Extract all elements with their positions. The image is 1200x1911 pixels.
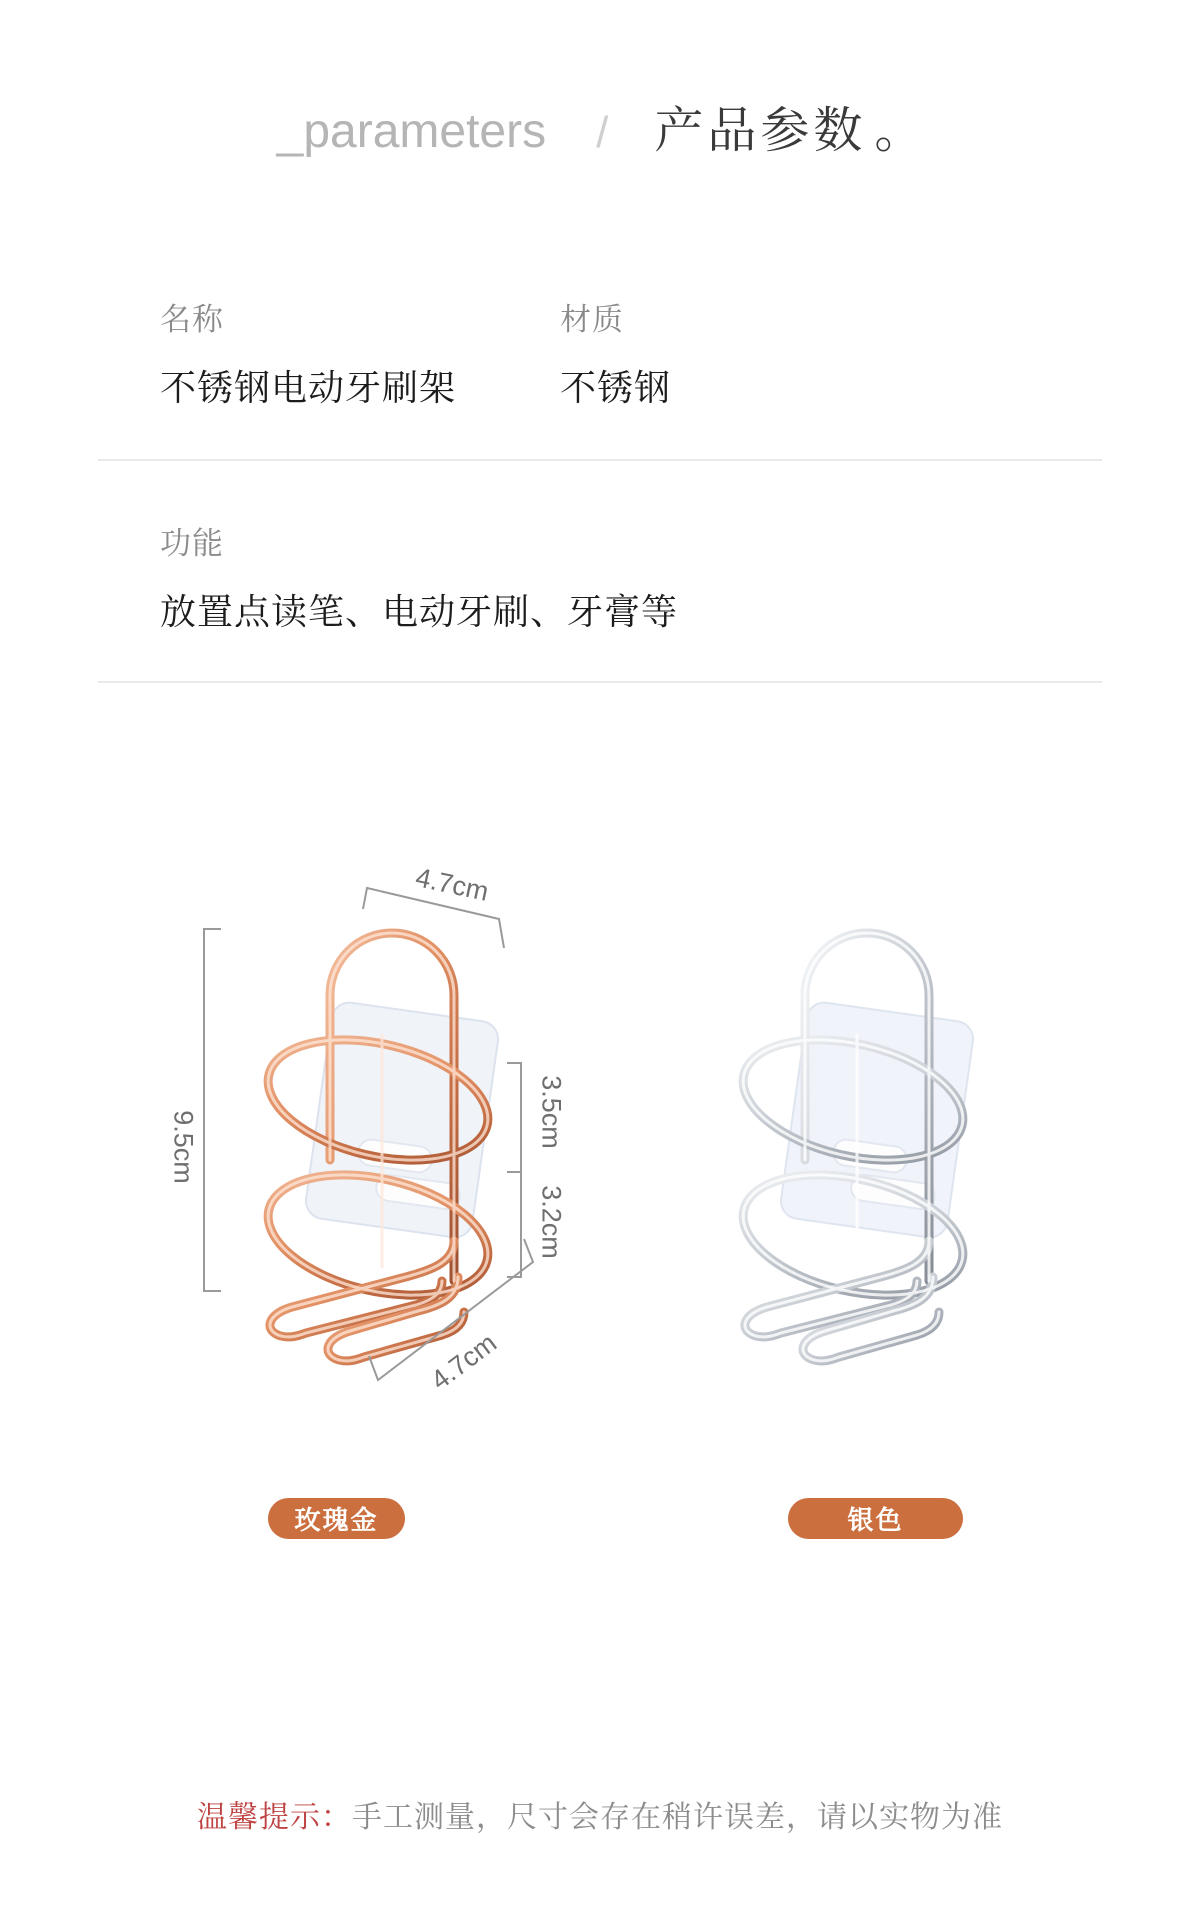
variant-badge-silver: 银色 (788, 1498, 963, 1539)
title-chinese: 产品参数 (654, 104, 867, 158)
title-english: _parameters (276, 105, 547, 158)
spec-label-material: 材质 (560, 302, 624, 337)
dim-label-upper-section: 3.5cm (536, 1075, 567, 1149)
dim-label-bottom-width: 4.7cm (425, 1327, 503, 1396)
spec-value-material: 不锈钢 (560, 367, 672, 408)
dim-label-lower-section: 3.2cm (536, 1185, 567, 1259)
tip-prefix: 温馨提示： (197, 1801, 352, 1834)
spec-value-name: 不锈钢电动牙刷架 (160, 367, 457, 408)
title-separator: / (596, 108, 609, 157)
tip-text: 手工测量，尺寸会存在稍许误差，请以实物为准 (352, 1801, 1003, 1834)
page-title (0, 92, 1200, 162)
divider-top (98, 459, 1102, 461)
dim-label-height: 9.5cm (168, 1110, 199, 1184)
divider-bottom (98, 681, 1102, 683)
variant-badge-rose-gold: 玫瑰金 (268, 1498, 405, 1539)
bracket-height (204, 929, 221, 1291)
measurement-tip (0, 1792, 1200, 1836)
spec-label-function: 功能 (160, 526, 224, 561)
dim-label-top-width: 4.7cm (413, 862, 492, 907)
title-period: 。 (874, 104, 924, 158)
spec-label-name: 名称 (160, 302, 224, 337)
bracket-right-sections (507, 1063, 521, 1277)
spec-value-function: 放置点读笔、电动牙刷、牙膏等 (160, 591, 679, 632)
